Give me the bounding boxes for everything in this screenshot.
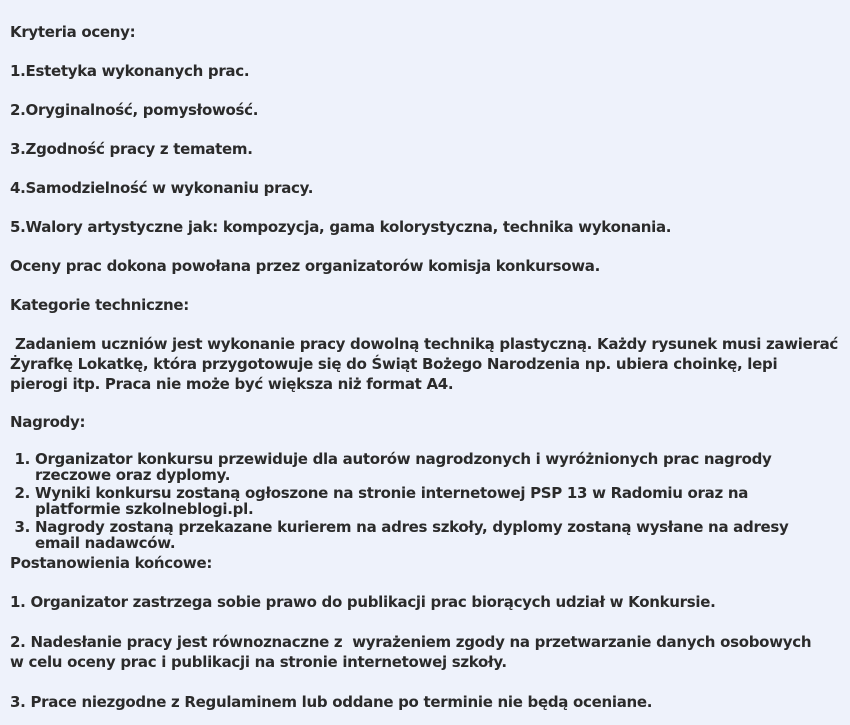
criteria-item: 2.Oryginalność, pomysłowość. bbox=[10, 101, 259, 119]
prizes-list bbox=[10, 451, 838, 551]
prize-item: 1. Organizator konkursu przewiduje dla autorów nagrodzonych i wyróżnionych prac nagrody rzeczowe oraz dyplomy. bbox=[35, 451, 838, 483]
prize-item: 2. Wyniki konkursu zostaną ogłoszone na stronie internetowej PSP 13 w Radomiu oraz na platformie szkolneblogi.pl. bbox=[35, 485, 838, 517]
criteria-item: 1.Estetyka wykonanych prac. bbox=[10, 62, 250, 80]
technical-description: Zadaniem uczniów jest wykonanie pracy dowolną techniką plastyczną. Każdy rysunek musi zawierać Żyrafkę Lokatkę, która przygotowuje się do Świąt Bożego Narodzenia np. ubiera choinkę, lepi pierogi itp. Praca nie może być większa niż format A4. bbox=[10, 335, 843, 393]
prizes-heading: Nagrody: bbox=[10, 413, 86, 431]
criteria-heading: Kryteria oceny: bbox=[10, 23, 136, 41]
final-item: 2. Nadesłanie pracy jest równoznaczne z wyrażeniem zgody na przetwarzanie danych osobowych w celu oceny prac i publikacji na stronie internetowej szkoły. bbox=[10, 633, 812, 671]
criteria-item: 4.Samodzielność w wykonaniu pracy. bbox=[10, 179, 314, 197]
jury-note: Oceny prac dokona powołana przez organizatorów komisja konkursowa. bbox=[10, 257, 600, 275]
final-item: 3. Prace niezgodne z Regulaminem lub oddane po terminie nie będą oceniane. bbox=[10, 693, 653, 711]
prize-item: 3. Nagrody zostaną przekazane kurierem na adres szkoły, dyplomy zostaną wysłane na adresy email nadawców. bbox=[35, 519, 838, 551]
final-heading: Postanowienia końcowe: bbox=[10, 554, 213, 572]
criteria-item: 3.Zgodność pracy z tematem. bbox=[10, 140, 253, 158]
criteria-item: 5.Walory artystyczne jak: kompozycja, gama kolorystyczna, technika wykonania. bbox=[10, 218, 672, 236]
final-item: 1. Organizator zastrzega sobie prawo do publikacji prac biorących udział w Konkursie. bbox=[10, 593, 716, 611]
technical-heading: Kategorie techniczne: bbox=[10, 296, 189, 314]
